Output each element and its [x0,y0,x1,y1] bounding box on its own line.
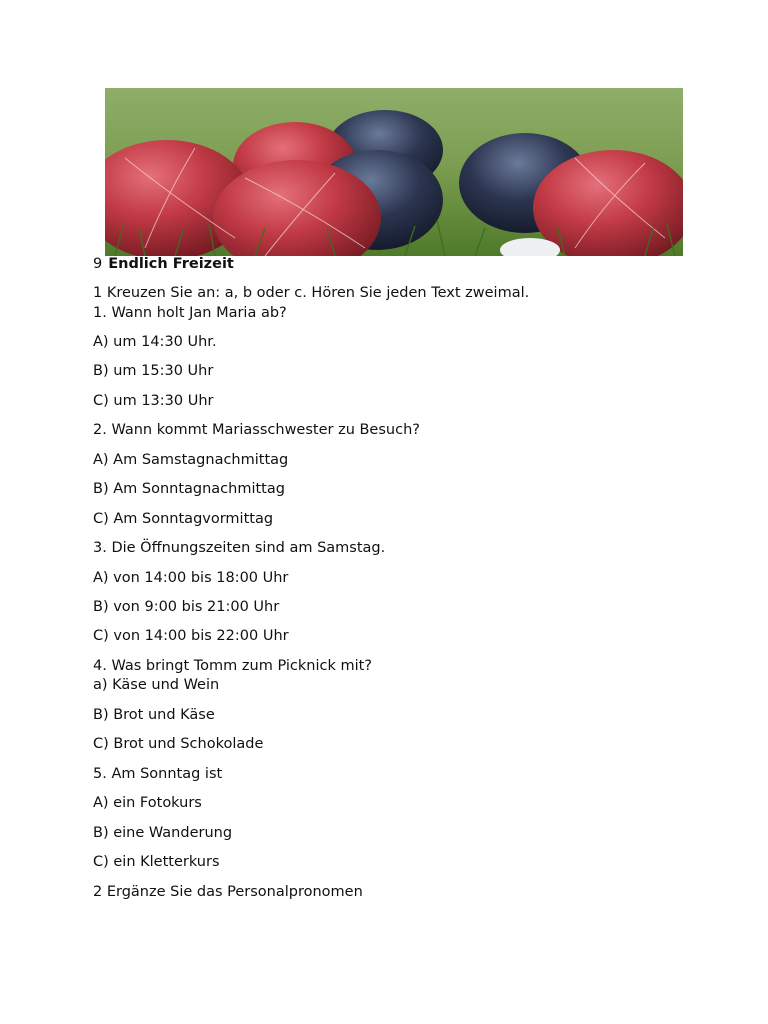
question-2: 2. Wann kommt Mariasschwester zu Besuch? [93,422,420,438]
boules-illustration [105,88,683,256]
option-1c: C) um 13:30 Uhr [93,393,214,409]
option-4a: a) Käse und Wein [93,677,220,693]
question-5: 5. Am Sonntag ist [93,766,223,782]
boules-photo [105,88,683,256]
question-4: 4. Was bringt Tomm zum Picknick mit? [93,658,372,674]
option-1a: A) um 14:30 Uhr. [93,334,217,350]
chapter-number: 9 [93,256,103,272]
exercise2-instruction: 2 Ergänze Sie das Personalpronomen [93,884,363,900]
chapter-heading [93,255,234,273]
chapter-title: Endlich Freizeit [108,256,234,272]
option-5a: A) ein Fotokurs [93,795,202,811]
option-2a: A) Am Samstagnachmittag [93,452,289,468]
option-5c: C) ein Kletterkurs [93,854,220,870]
option-3b: B) von 9:00 bis 21:00 Uhr [93,599,280,615]
question-3: 3. Die Öffnungszeiten sind am Samstag. [93,540,386,556]
option-4c: C) Brot und Schokolade [93,736,264,752]
option-2c: C) Am Sonntagvormittag [93,511,274,527]
option-1b: B) um 15:30 Uhr [93,363,214,379]
exercise1-instruction: 1 Kreuzen Sie an: a, b oder c. Hören Sie jeden Text zweimal. [93,285,530,301]
option-4b: B) Brot und Käse [93,707,215,723]
option-3a: A) von 14:00 bis 18:00 Uhr [93,570,289,586]
question-1: 1. Wann holt Jan Maria ab? [93,305,287,321]
option-3c: C) von 14:00 bis 22:00 Uhr [93,628,289,644]
option-5b: B) eine Wanderung [93,825,233,841]
option-2b: B) Am Sonntagnachmittag [93,481,285,497]
